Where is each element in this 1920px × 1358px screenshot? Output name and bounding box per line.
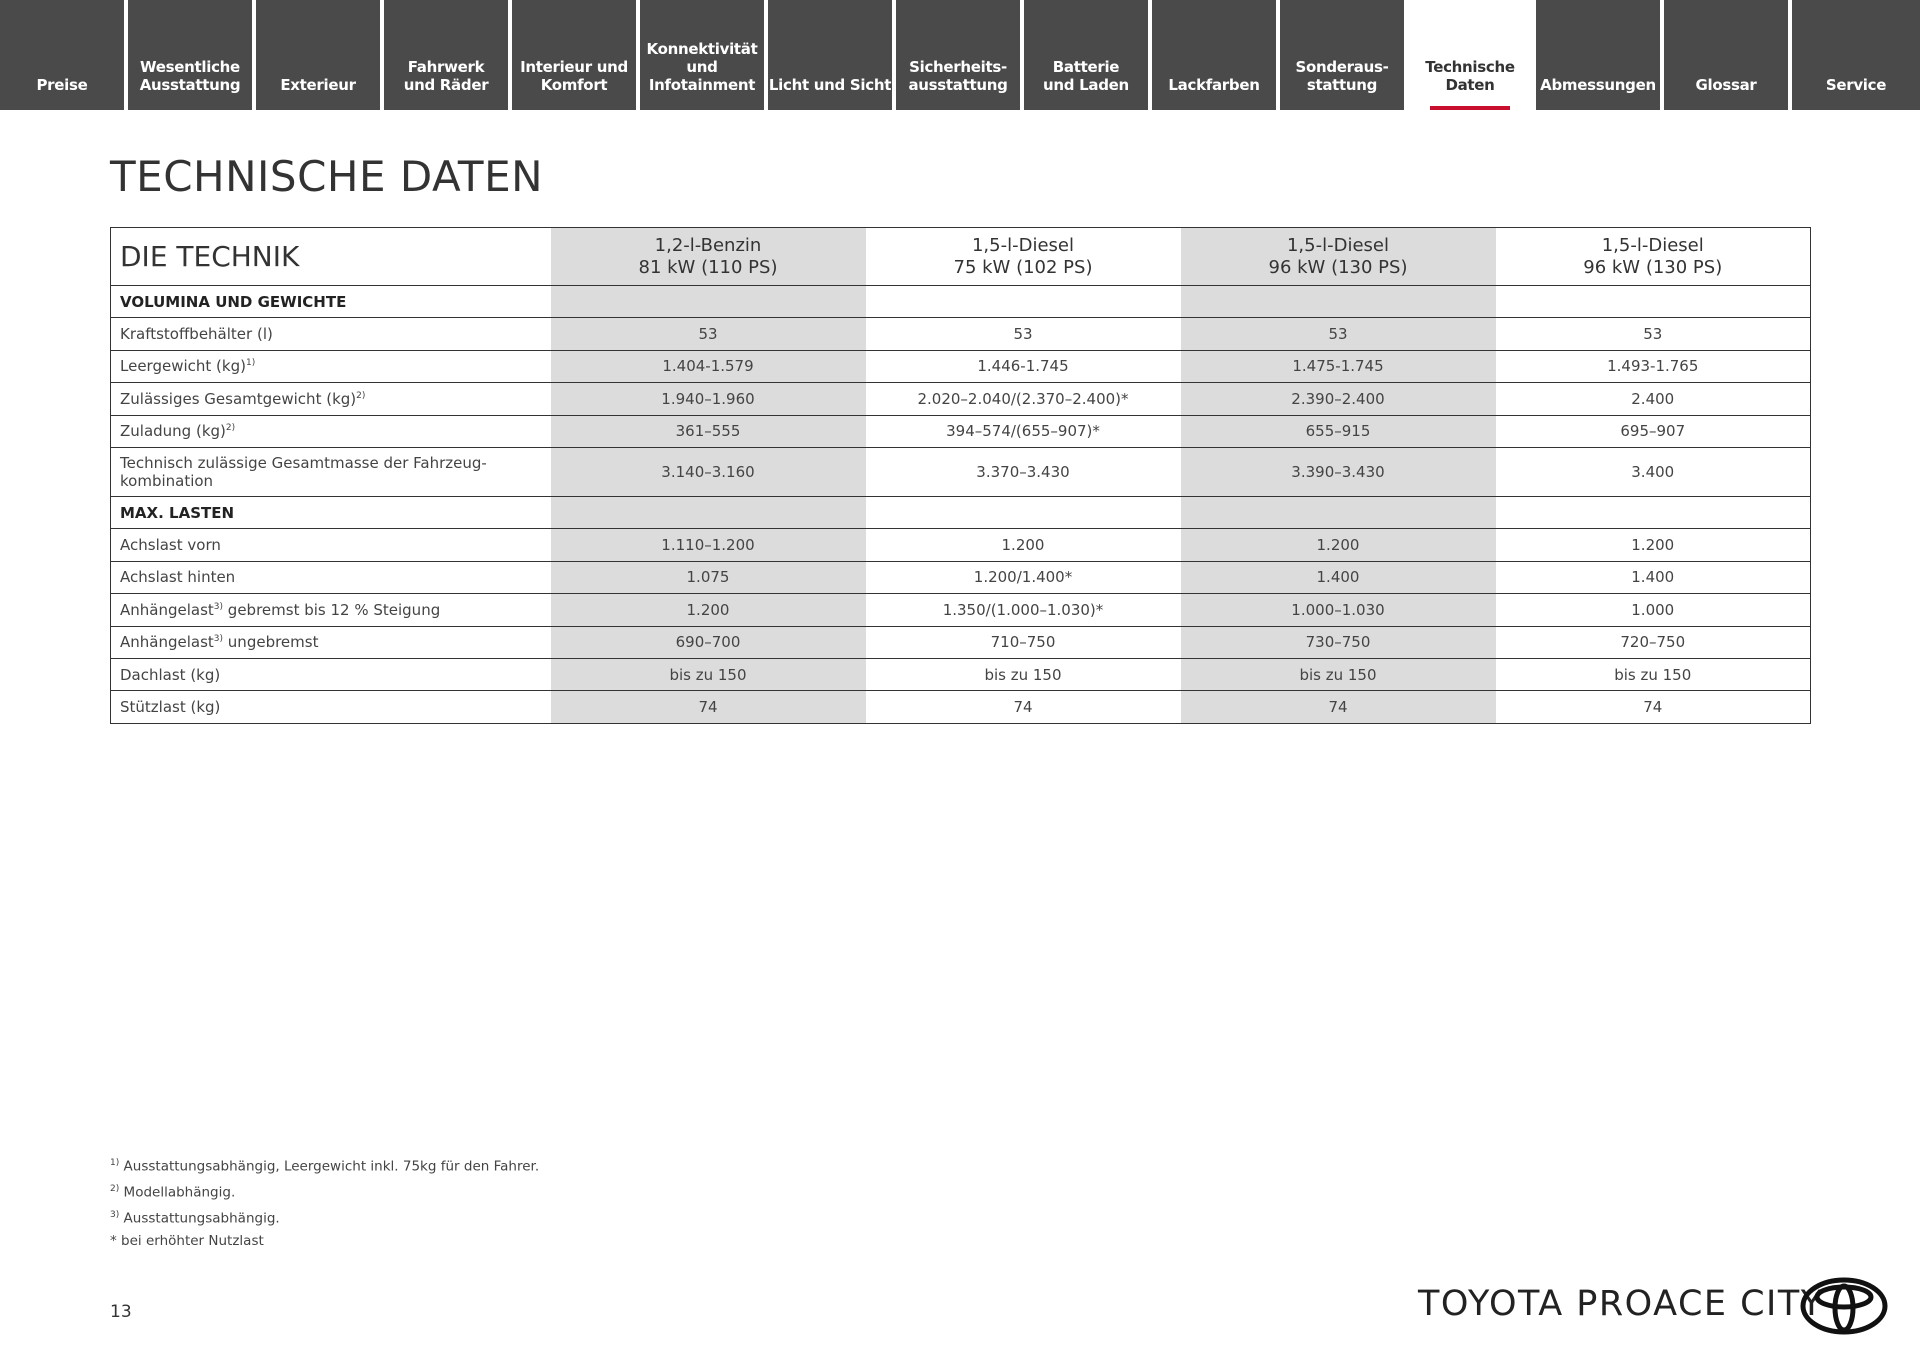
nav-tab-licht[interactable] bbox=[768, 0, 896, 110]
value-cell: 53 bbox=[1181, 318, 1496, 350]
footnote-marker: 1) bbox=[110, 1158, 120, 1168]
power-label: 96 kW (130 PS) bbox=[1583, 256, 1723, 278]
table-row bbox=[111, 658, 1811, 690]
value-cell: 730–750 bbox=[1181, 626, 1496, 658]
empty-cell bbox=[1496, 286, 1811, 318]
row-label-text: Stützlast (kg) bbox=[120, 697, 221, 716]
table-row bbox=[111, 561, 1811, 593]
value-cell: 1.200/1.400* bbox=[866, 561, 1181, 593]
empty-cell bbox=[866, 286, 1181, 318]
value-cell: 74 bbox=[1496, 691, 1811, 723]
footnote-ref: 2) bbox=[356, 390, 366, 401]
row-label bbox=[111, 447, 551, 496]
value-cell: bis zu 150 bbox=[1496, 658, 1811, 690]
section-header-row bbox=[111, 496, 1811, 528]
footnote-ref: 2) bbox=[225, 423, 236, 434]
row-label bbox=[111, 594, 551, 626]
row-label-text: Leergewicht (kg) bbox=[120, 357, 246, 376]
chapter-nav bbox=[0, 0, 1920, 110]
footnote-text: Modellabhängig. bbox=[119, 1184, 236, 1201]
value-cell: 1.000 bbox=[1496, 594, 1811, 626]
value-cell: 1.400 bbox=[1181, 561, 1496, 593]
value-cell: 2.390–2.400 bbox=[1181, 383, 1496, 415]
nav-tab-lackfarben[interactable] bbox=[1152, 0, 1280, 110]
value-cell: 74 bbox=[1181, 691, 1496, 723]
table-row bbox=[111, 415, 1811, 447]
row-label bbox=[111, 626, 551, 658]
row-label bbox=[111, 350, 551, 382]
nav-tab-label: Sicherheits- ausstattung bbox=[908, 58, 1008, 94]
nav-tab-preise[interactable] bbox=[0, 0, 128, 110]
footnote-ref: 3) bbox=[213, 601, 224, 612]
value-cell: 720–750 bbox=[1496, 626, 1811, 658]
value-cell: 1.110–1.200 bbox=[551, 529, 866, 561]
footnote bbox=[110, 1230, 539, 1253]
column-header bbox=[551, 228, 866, 286]
value-cell: 655–915 bbox=[1181, 415, 1496, 447]
empty-cell bbox=[1181, 286, 1496, 318]
nav-tab-label: Licht und Sicht bbox=[768, 76, 892, 94]
nav-tab-label: Interieur und Komfort bbox=[520, 58, 628, 94]
nav-tab-interieur[interactable] bbox=[512, 0, 640, 110]
value-cell: 1.200 bbox=[866, 529, 1181, 561]
value-cell: 710–750 bbox=[866, 626, 1181, 658]
engine-label: 1,2-l-Benzin bbox=[654, 234, 762, 256]
power-label: 75 kW (102 PS) bbox=[953, 256, 1093, 278]
value-cell: 1.200 bbox=[1496, 529, 1811, 561]
table-row bbox=[111, 318, 1811, 350]
column-header bbox=[866, 228, 1181, 286]
value-cell: 361–555 bbox=[551, 415, 866, 447]
footnote bbox=[110, 1152, 539, 1178]
column-header bbox=[1496, 228, 1811, 286]
nav-tab-sicherheits[interactable] bbox=[896, 0, 1024, 110]
section-title: VOLUMINA UND GEWICHTE bbox=[111, 286, 551, 318]
brand-name: TOYOTA PROACE CITY bbox=[1418, 1284, 1824, 1324]
row-label-text: Zulässiges Gesamtgewicht (kg) bbox=[120, 389, 357, 408]
nav-tab-label: Sonderaus- stattung bbox=[1295, 58, 1389, 94]
footnote-text: Ausstattungsabhängig. bbox=[119, 1210, 280, 1227]
engine-label: 1,5-l-Diesel bbox=[971, 234, 1074, 256]
value-cell: 1.493-1.765 bbox=[1496, 350, 1811, 382]
value-cell: 3.390–3.430 bbox=[1181, 447, 1496, 496]
engine-label: 1,5-l-Diesel bbox=[1286, 234, 1389, 256]
row-label-text: Zuladung (kg) bbox=[120, 422, 226, 441]
table-row bbox=[111, 383, 1811, 415]
nav-tab-wesentliche[interactable] bbox=[128, 0, 256, 110]
value-cell: 1.350/(1.000–1.030)* bbox=[866, 594, 1181, 626]
value-cell: bis zu 150 bbox=[1181, 658, 1496, 690]
table-row bbox=[111, 350, 1811, 382]
value-cell: 1.446-1.745 bbox=[866, 350, 1181, 382]
value-cell: 1.940–1.960 bbox=[551, 383, 866, 415]
table-row bbox=[111, 691, 1811, 723]
value-cell: 1.000–1.030 bbox=[1181, 594, 1496, 626]
nav-tab-label: Technische Daten bbox=[1425, 58, 1515, 94]
empty-cell bbox=[551, 496, 866, 528]
power-label: 81 kW (110 PS) bbox=[638, 256, 778, 278]
nav-tab-service[interactable] bbox=[1792, 0, 1920, 110]
value-cell: 3.400 bbox=[1496, 447, 1811, 496]
value-cell: 1.200 bbox=[1181, 529, 1496, 561]
nav-tab-technische[interactable] bbox=[1408, 0, 1536, 110]
engine-label: 1,5-l-Diesel bbox=[1601, 234, 1704, 256]
footnotes bbox=[110, 1152, 539, 1253]
value-cell: 3.140–3.160 bbox=[551, 447, 866, 496]
value-cell: 695–907 bbox=[1496, 415, 1811, 447]
row-label-text: Dachlast (kg) bbox=[120, 665, 221, 684]
row-label-text: Achslast hinten bbox=[120, 568, 236, 587]
nav-tab-label: Abmessungen bbox=[1540, 76, 1656, 94]
nav-tab-batterie[interactable] bbox=[1024, 0, 1152, 110]
table-row bbox=[111, 529, 1811, 561]
nav-tab-exterieur[interactable] bbox=[256, 0, 384, 110]
nav-tab-fahrwerk[interactable] bbox=[384, 0, 512, 110]
value-cell: 1.404-1.579 bbox=[551, 350, 866, 382]
row-label-text: Anhängelast bbox=[120, 600, 214, 619]
row-label-text: Technisch zulässige Gesamtmasse der Fahrzeug- kombination bbox=[120, 453, 487, 490]
page-number: 13 bbox=[110, 1302, 132, 1322]
power-label: 96 kW (130 PS) bbox=[1268, 256, 1408, 278]
row-label bbox=[111, 529, 551, 561]
value-cell: 1.075 bbox=[551, 561, 866, 593]
value-cell: 53 bbox=[866, 318, 1181, 350]
footnote-text: Ausstattungsabhängig, Leergewicht inkl. 75kg für den Fahrer. bbox=[119, 1158, 540, 1175]
value-cell: 2.020–2.040/(2.370–2.400)* bbox=[866, 383, 1181, 415]
nav-tab-label: Batterie und Laden bbox=[1043, 58, 1129, 94]
value-cell: 53 bbox=[1496, 318, 1811, 350]
row-label bbox=[111, 561, 551, 593]
row-label-text: Achslast vorn bbox=[120, 536, 221, 555]
nav-tab-sonderaus[interactable] bbox=[1280, 0, 1408, 110]
row-label-text: Anhängelast bbox=[120, 633, 214, 652]
table-header-row bbox=[111, 228, 1811, 286]
row-label-suffix: gebremst bis 12 % Steigung bbox=[223, 600, 441, 619]
row-label-suffix: ungebremst bbox=[223, 633, 319, 652]
value-cell: 74 bbox=[551, 691, 866, 723]
nav-tab-glossar[interactable] bbox=[1664, 0, 1792, 110]
value-cell: 3.370–3.430 bbox=[866, 447, 1181, 496]
nav-tab-label: Glossar bbox=[1695, 76, 1757, 94]
value-cell: bis zu 150 bbox=[551, 658, 866, 690]
footnote-marker: 3) bbox=[110, 1210, 120, 1221]
value-cell: bis zu 150 bbox=[866, 658, 1181, 690]
section-header-row bbox=[111, 286, 1811, 318]
value-cell: 2.400 bbox=[1496, 383, 1811, 415]
table-row bbox=[111, 447, 1811, 496]
footnote-marker: 2) bbox=[110, 1184, 120, 1195]
footnote bbox=[110, 1204, 539, 1230]
empty-cell bbox=[1496, 496, 1811, 528]
tech-data-table bbox=[110, 227, 1811, 724]
empty-cell bbox=[866, 496, 1181, 528]
empty-cell bbox=[1181, 496, 1496, 528]
row-label bbox=[111, 383, 551, 415]
nav-tab-label: Preise bbox=[36, 76, 88, 94]
row-label bbox=[111, 318, 551, 350]
table-row bbox=[111, 626, 1811, 658]
value-cell: 1.200 bbox=[551, 594, 866, 626]
footnote bbox=[110, 1178, 539, 1204]
nav-tab-label: Service bbox=[1825, 76, 1887, 94]
value-cell: 1.400 bbox=[1496, 561, 1811, 593]
nav-tab-label: Wesentliche Ausstattung bbox=[139, 58, 241, 94]
page-title: TECHNISCHE DATEN bbox=[110, 152, 544, 201]
row-label bbox=[111, 658, 551, 690]
footnote-text: * bei erhöhter Nutzlast bbox=[110, 1233, 264, 1250]
toyota-logo-icon bbox=[1800, 1277, 1888, 1335]
value-cell: 1.475-1.745 bbox=[1181, 350, 1496, 382]
row-label bbox=[111, 691, 551, 723]
table-heading: DIE TECHNIK bbox=[111, 228, 551, 286]
value-cell: 690–700 bbox=[551, 626, 866, 658]
value-cell: 53 bbox=[551, 318, 866, 350]
footnote-ref: 1) bbox=[245, 358, 256, 369]
value-cell: 394–574/(655–907)* bbox=[866, 415, 1181, 447]
value-cell: 74 bbox=[866, 691, 1181, 723]
column-header bbox=[1181, 228, 1496, 286]
nav-tab-label: Fahrwerk und Räder bbox=[403, 58, 489, 94]
nav-tab-konnektivität[interactable] bbox=[640, 0, 768, 110]
nav-tab-label: Lackfarben bbox=[1168, 76, 1260, 94]
section-title: MAX. LASTEN bbox=[111, 496, 551, 528]
nav-tab-abmessungen[interactable] bbox=[1536, 0, 1664, 110]
footnote-ref: 3) bbox=[213, 634, 224, 645]
row-label-text: Kraftstoffbehälter (l) bbox=[120, 325, 273, 344]
table-row bbox=[111, 594, 1811, 626]
empty-cell bbox=[551, 286, 866, 318]
row-label bbox=[111, 415, 551, 447]
nav-tab-label: Konnektivität und Infotainment bbox=[646, 40, 758, 94]
nav-tab-label: Exterieur bbox=[280, 76, 356, 94]
